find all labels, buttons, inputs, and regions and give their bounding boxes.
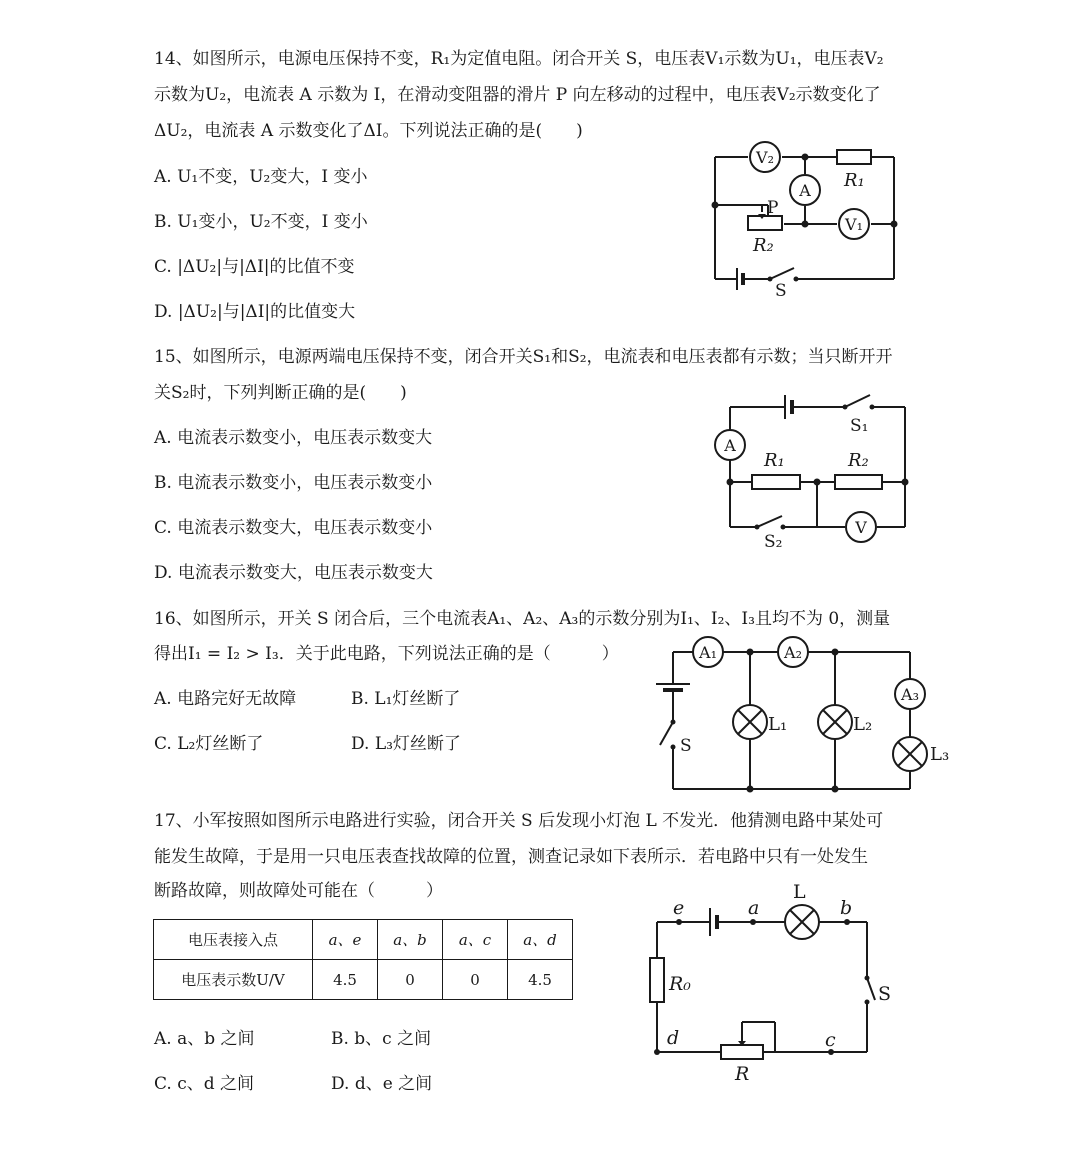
q16-option-b[interactable]: B. L₁灯丝断了 [351, 689, 461, 709]
q16-junction-dot [747, 786, 754, 793]
q15-option-b[interactable]: B. 电流表示数变小，电压表示数变小 [154, 473, 433, 493]
q15-label-r2: R₂ [848, 450, 869, 471]
q15-option-a[interactable]: A. 电流表示数变小，电压表示数变大 [154, 428, 433, 448]
q17-option-b[interactable]: B. b、c 之间 [331, 1029, 432, 1049]
table-header-cell: 电压表接入点 [154, 920, 313, 960]
q14-label-r2: R₂ [753, 235, 774, 256]
q15-switch-s2-icon [755, 516, 786, 530]
q14-option-a[interactable]: A. U₁不变，U₂变大，I 变小 [154, 167, 368, 187]
q16-option-d[interactable]: D. L₃灯丝断了 [351, 734, 461, 754]
q17-point-b [844, 919, 850, 925]
q14-circuit-diagram [700, 140, 920, 300]
q14-junction-dot [891, 221, 898, 228]
q14-resistor-r2 [748, 216, 782, 230]
table-cell: a、c [443, 920, 508, 960]
table-cell: a、b [378, 920, 443, 960]
q15-stem-line-2: 关S₂时，下列判断正确的是( ) [154, 383, 407, 403]
q17-resistor-r0 [650, 958, 664, 1002]
q17-switch-icon [865, 976, 876, 1005]
q15-junction-dot [902, 479, 909, 486]
table-cell: a、e [313, 920, 378, 960]
q16-junction-dot [832, 786, 839, 793]
q14-stem-line-3: ΔU₂，电流表 A 示数变化了ΔI。下列说法正确的是( ) [154, 121, 583, 141]
q15-junction-dot [814, 479, 821, 486]
q17-label-r: R [735, 1063, 750, 1085]
q17-option-c[interactable]: C. c、d 之间 [154, 1074, 255, 1094]
q15-label-v: V [855, 518, 867, 537]
q16-label-a3: A₃ [901, 685, 919, 704]
q17-label-r0: R₀ [669, 973, 691, 995]
q16-lamp-l3-icon [893, 737, 927, 771]
q15-circuit-diagram [710, 390, 920, 560]
q16-lamp-l1-icon [733, 705, 767, 739]
q15-resistor-r2 [835, 475, 882, 489]
q17-label-b: b [840, 897, 853, 919]
q14-option-d[interactable]: D. |ΔU₂|与|ΔI|的比值变大 [154, 302, 356, 322]
q15-label-s2: S₂ [764, 532, 783, 552]
q14-option-c[interactable]: C. |ΔU₂|与|ΔI|的比值不变 [154, 257, 355, 277]
q16-option-c[interactable]: C. L₂灯丝断了 [154, 734, 264, 754]
q16-junction-dot [832, 649, 839, 656]
table-cell: 0 [443, 960, 508, 1000]
table-cell: 4.5 [508, 960, 573, 1000]
q16-label-s: S [680, 736, 692, 756]
q16-circuit-diagram [650, 632, 960, 797]
q17-point-e [676, 919, 682, 925]
table-row [154, 960, 573, 1000]
q16-stem-line-1: 16、如图所示，开关 S 闭合后，三个电流表A₁、A₂、A₃的示数分别为I₁、I₂、I₃且均不为 0，测量 [154, 609, 891, 629]
q15-option-c[interactable]: C. 电流表示数变大，电压表示数变小 [154, 518, 433, 538]
q17-label-l: L [793, 881, 806, 903]
q16-label-a1: A₁ [699, 643, 717, 662]
q14-junction-dot [802, 154, 809, 161]
q16-battery-icon [656, 684, 690, 690]
q16-label-a2: A₂ [784, 643, 802, 662]
q14-label-p: P [767, 198, 779, 218]
q16-wires [673, 652, 910, 789]
q17-stem-line-3: 断路故障，则故障处可能在（ ） [154, 881, 443, 901]
q15-switch-s1-icon [843, 395, 875, 410]
q14-option-b[interactable]: B. U₁变小，U₂不变，I 变小 [154, 212, 368, 232]
q17-stem-line-1: 17、小军按照如图所示电路进行实验，闭合开关 S 后发现小灯泡 L 不发光．他猜测电路中某处可 [154, 811, 884, 831]
q14-battery-icon [737, 268, 743, 290]
q14-junction-dot [712, 202, 719, 209]
q15-junction-dot [727, 479, 734, 486]
q17-stem-line-2: 能发生故障，于是用一只电压表查找故障的位置，测查记录如下表所示．若电路中只有一处发生 [154, 847, 868, 867]
q15-wires [730, 407, 905, 527]
table-header-cell: 电压表示数U/V [154, 960, 313, 1000]
q15-battery-icon [785, 395, 792, 419]
q17-point-a [750, 919, 756, 925]
q16-switch-icon [660, 720, 676, 750]
q17-label-a: a [748, 897, 760, 919]
q16-lamp-l2-icon [818, 705, 852, 739]
table-cell: 4.5 [313, 960, 378, 1000]
q15-option-d[interactable]: D. 电流表示数变大，电压表示数变大 [154, 563, 433, 583]
q16-label-l1: L₁ [768, 714, 788, 735]
q15-stem-line-1: 15、如图所示，电源两端电压保持不变，闭合开关S₁和S₂，电流表和电压表都有示数；当只断开开 [154, 347, 893, 367]
q15-resistor-r1 [752, 475, 800, 489]
q17-option-d[interactable]: D. d、e 之间 [331, 1074, 433, 1094]
q14-stem-line-1: 14、如图所示，电源电压保持不变，R₁为定值电阻。闭合开关 S，电压表V₁示数为U₁，电压表V₂ [154, 49, 884, 69]
q17-rheostat-r [721, 1045, 763, 1059]
q17-lamp-icon [785, 905, 819, 939]
q17-option-a[interactable]: A. a、b 之间 [154, 1029, 255, 1049]
q17-label-e: e [673, 897, 685, 919]
q14-label-s: S [775, 281, 787, 301]
q17-point-d [654, 1049, 660, 1055]
q14-junction-dot [802, 221, 809, 228]
q14-label-a: A [799, 181, 811, 200]
q15-label-a: A [724, 436, 736, 455]
q17-measurement-table [153, 919, 573, 1000]
q14-switch-icon [768, 268, 799, 282]
q14-resistor-r1 [837, 150, 871, 164]
q14-label-v1: V₁ [845, 215, 863, 234]
q14-stem-line-2: 示数为U₂，电流表 A 示数为 I，在滑动变阻器的滑片 P 向左移动的过程中，电压表V₂示数变化了 [154, 85, 881, 105]
q17-label-c: c [825, 1029, 836, 1051]
table-cell: a、d [508, 920, 573, 960]
q15-label-r1: R₁ [764, 450, 785, 471]
q14-label-r1: R₁ [844, 170, 865, 191]
table-cell: 0 [378, 960, 443, 1000]
q16-stem-line-2: 得出I₁ = I₂ > I₃．关于此电路，下列说法正确的是（ ） [154, 644, 619, 664]
q17-label-d: d [667, 1027, 680, 1049]
q16-label-l2: L₂ [853, 714, 873, 735]
q16-junction-dot [747, 649, 754, 656]
table-row [154, 920, 573, 960]
q17-label-s: S [878, 983, 892, 1005]
q16-label-l3: L₃ [930, 744, 950, 765]
q16-option-a[interactable]: A. 电路完好无故障 [154, 689, 297, 709]
q17-circuit-diagram [635, 880, 905, 1090]
q15-label-s1: S₁ [850, 416, 869, 436]
q17-battery-icon [710, 908, 717, 936]
q14-label-v2: V₂ [756, 148, 774, 167]
